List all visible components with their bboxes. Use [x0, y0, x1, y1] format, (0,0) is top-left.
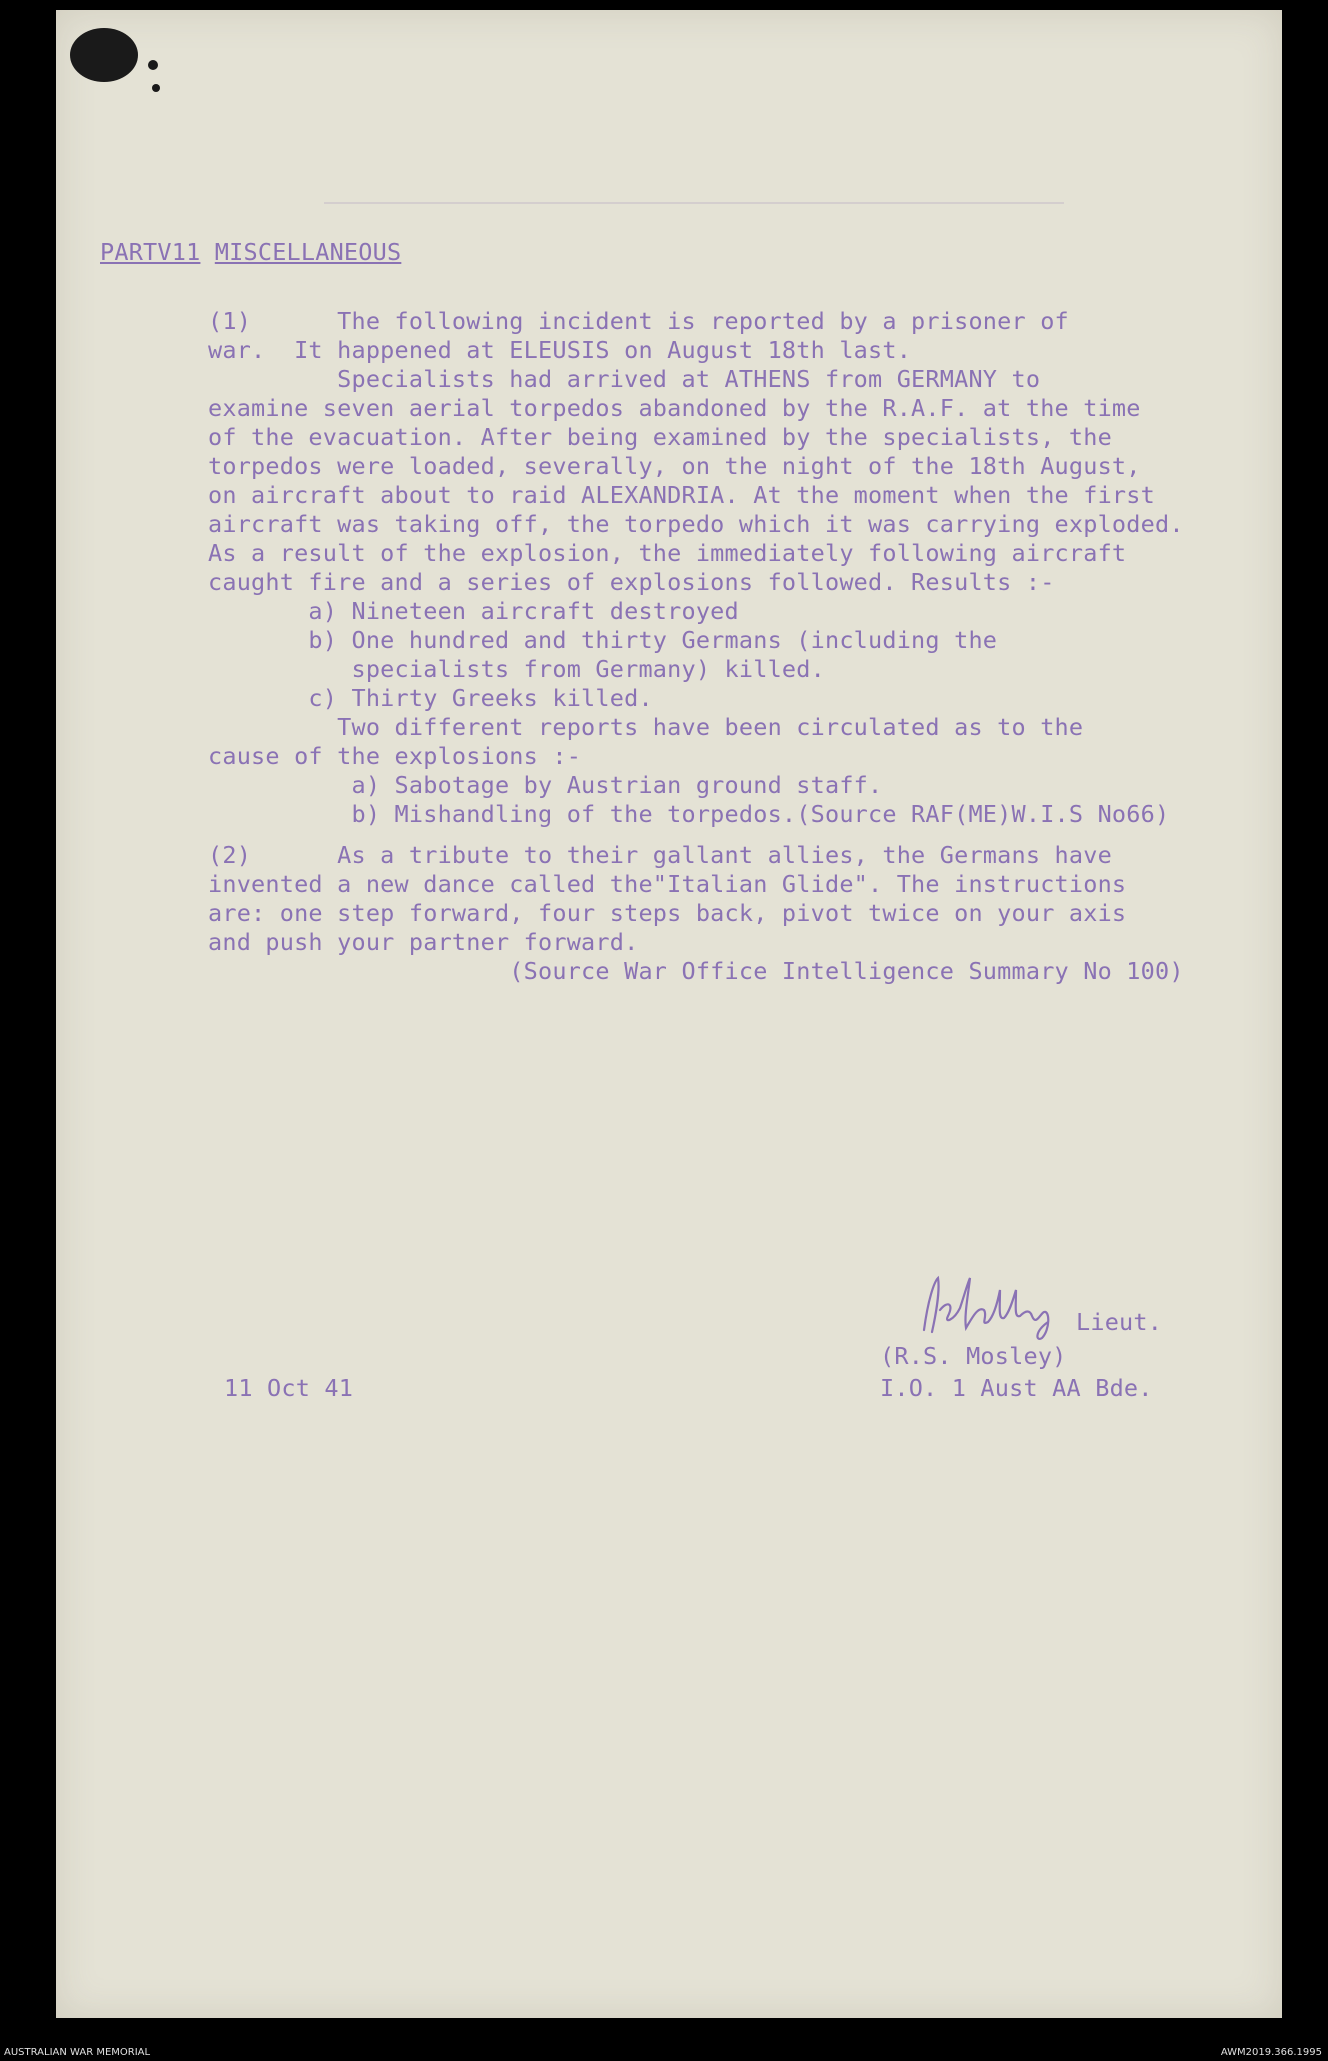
text-line: aircraft was taking off, the torpedo which it was carrying exploded.: [208, 510, 1184, 538]
signature-rank: Lieut.: [1076, 1308, 1163, 1336]
signature-unit: I.O. 1 Aust AA Bde.: [880, 1374, 1153, 1402]
part-heading-title: MISCELLANEOUS: [214, 238, 402, 266]
text-line: a) Nineteen aircraft destroyed: [208, 597, 739, 625]
text-line: (2) As a tribute to their gallant allies, the Germans have: [208, 841, 1112, 869]
text-line: c) Thirty Greeks killed.: [208, 684, 653, 712]
date: 11 Oct 41: [224, 1374, 354, 1402]
text-line: Two different reports have been circulated as to the: [208, 713, 1084, 741]
punch-hole: [70, 28, 138, 82]
text-line: b) One hundred and thirty Germans (including the: [208, 626, 998, 654]
text-line: war. It happened at ELEUSIS on August 18th last.: [208, 336, 912, 364]
text-line: caught fire and a series of explosions followed. Results :-: [208, 568, 1055, 596]
punch-hole-small: [152, 84, 160, 92]
text-line: cause of the explosions :-: [208, 742, 582, 770]
text-line: of the evacuation. After being examined by the specialists, the: [208, 423, 1112, 451]
text-line: b) Mishandling of the torpedos.(Source RAF(ME)W.I.S No66): [208, 800, 1170, 828]
footer-source: AUSTRALIAN WAR MEMORIAL: [4, 2047, 151, 2058]
punch-hole-small: [148, 60, 158, 70]
text-line: examine seven aerial torpedos abandoned by the R.A.F. at the time: [208, 394, 1141, 422]
footer-bar: [0, 2046, 1328, 2061]
text-line: specialists from Germany) killed.: [208, 655, 825, 683]
part-heading-prefix: PARTV11: [100, 238, 201, 266]
paper-sheet: [56, 10, 1282, 2018]
text-line: a) Sabotage by Austrian ground staff.: [208, 771, 883, 799]
text-line: (Source War Office Intelligence Summary No 100): [208, 957, 1184, 985]
text-line: As a result of the explosion, the immediately following aircraft: [208, 539, 1127, 567]
text-line: invented a new dance called the"Italian Glide". The instructions: [208, 870, 1127, 898]
text-line: are: one step forward, four steps back, pivot twice on your axis: [208, 899, 1127, 927]
text-line: on aircraft about to raid ALEXANDRIA. At the moment when the first: [208, 481, 1155, 509]
text-line: Specialists had arrived at ATHENS from GERMANY to: [208, 365, 1041, 393]
text-line: and push your partner forward.: [208, 928, 639, 956]
part-heading: [100, 238, 401, 267]
faint-header-line: [324, 192, 1064, 204]
text-line: (1) The following incident is reported by a prisoner of: [208, 307, 1069, 335]
text-line: torpedos were loaded, severally, on the night of the 18th August,: [208, 452, 1141, 480]
footer-reference: AWM2019.366.1995: [1220, 2047, 1322, 2058]
signature-name: (R.S. Mosley): [880, 1342, 1067, 1370]
text-line-blank: [208, 829, 1184, 841]
body-text: [208, 278, 1184, 1044]
